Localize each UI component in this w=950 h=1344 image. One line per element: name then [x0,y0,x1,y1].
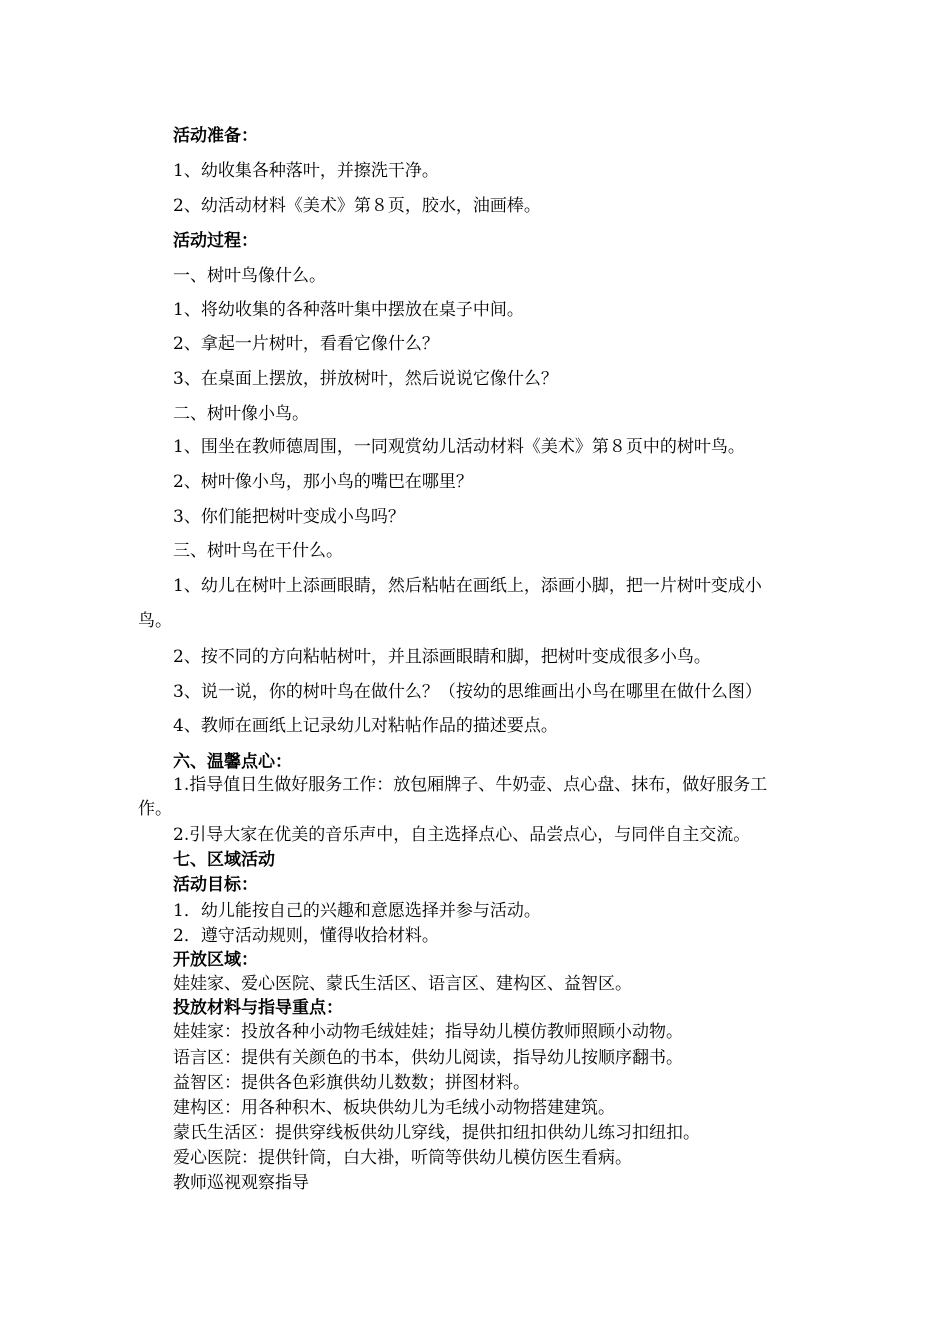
part2-item-1: 1、围坐在教师德周围，一同观赏幼儿活动材料《美术》第８页中的树叶鸟。 [173,437,745,457]
open-areas: 娃娃家、爱心医院、蒙氏生活区、语言区、建构区、益智区。 [173,974,632,994]
part2-title: 二、树叶像小鸟。 [173,404,309,424]
goal-heading: 活动目标： [173,875,258,895]
materials-item-5: 蒙氏生活区：提供穿线板供幼儿穿线，提供扣纽扣供幼儿练习扣纽扣。 [173,1123,700,1143]
part1-item-3: 3、在桌面上摆放，拼放树叶，然后说说它像什么？ [173,369,558,389]
part3-title: 三、树叶鸟在干什么。 [173,541,343,561]
prep-item-1: 1、幼收集各种落叶，并擦洗干净。 [173,161,439,181]
materials-item-2: 语言区：提供有关颜色的书本，供幼儿阅读，指导幼儿按顺序翻书。 [173,1048,683,1068]
part3-item-1-line-1: 1、幼儿在树叶上添画眼睛，然后粘帖在画纸上，添画小脚，把一片树叶变成小 [173,576,762,596]
materials-heading: 投放材料与指导重点： [173,998,343,1018]
part3-item-2: 2、按不同的方向粘帖树叶，并且添画眼睛和脚，把树叶变成很多小鸟。 [173,647,711,667]
part3-item-3: 3、说一说，你的树叶鸟在做什么？（按幼的思维画出小鸟在哪里在做什么图） [173,682,762,702]
materials-item-6: 爱心医院：提供针筒，白大褂，听筒等供幼儿模仿医生看病。 [173,1148,632,1168]
part1-item-2: 2、拿起一片树叶，看看它像什么？ [173,334,439,354]
snack-item-2: 2.引导大家在优美的音乐声中，自主选择点心、品尝点心，与同伴自主交流。 [173,825,751,845]
snack-item-1-line-1: 1.指导值日生做好服务工作：放包厢牌子、牛奶壶、点心盘、抹布，做好服务工 [173,775,768,795]
snack-heading: 六、温馨点心： [173,752,292,772]
materials-item-1: 娃娃家：投放各种小动物毛绒娃娃；指导幼儿模仿教师照顾小动物。 [173,1022,683,1042]
snack-item-1-line-2: 作。 [138,799,172,819]
materials-item-4: 建构区：用各种积木、板块供幼儿为毛绒小动物搭建建筑。 [173,1098,615,1118]
part2-item-2: 2、树叶像小鸟，那小鸟的嘴巴在哪里？ [173,472,473,492]
prep-item-2: 2、幼活动材料《美术》第８页，胶水，油画棒。 [173,196,541,216]
area-heading: 七、区域活动 [173,850,275,870]
part3-item-4: 4、教师在画纸上记录幼儿对粘帖作品的描述要点。 [173,716,558,736]
goal-item-1: 1．幼儿能按自己的兴趣和意愿选择并参与活动。 [173,901,541,921]
part1-item-1: 1、将幼收集的各种落叶集中摆放在桌子中间。 [173,300,524,320]
process-heading: 活动过程： [173,231,258,251]
closing-line: 教师巡视观察指导 [173,1173,309,1193]
materials-item-3: 益智区：提供各色彩旗供幼儿数数；拼图材料。 [173,1073,530,1093]
part2-item-3: 3、你们能把树叶变成小鸟吗？ [173,507,405,527]
part3-item-1-line-2: 鸟。 [138,611,172,631]
open-heading: 开放区域： [173,950,258,970]
part1-title: 一、树叶鸟像什么。 [173,266,326,286]
prep-heading: 活动准备： [173,126,258,146]
goal-item-2: 2．遵守活动规则，懂得收拾材料。 [173,926,439,946]
